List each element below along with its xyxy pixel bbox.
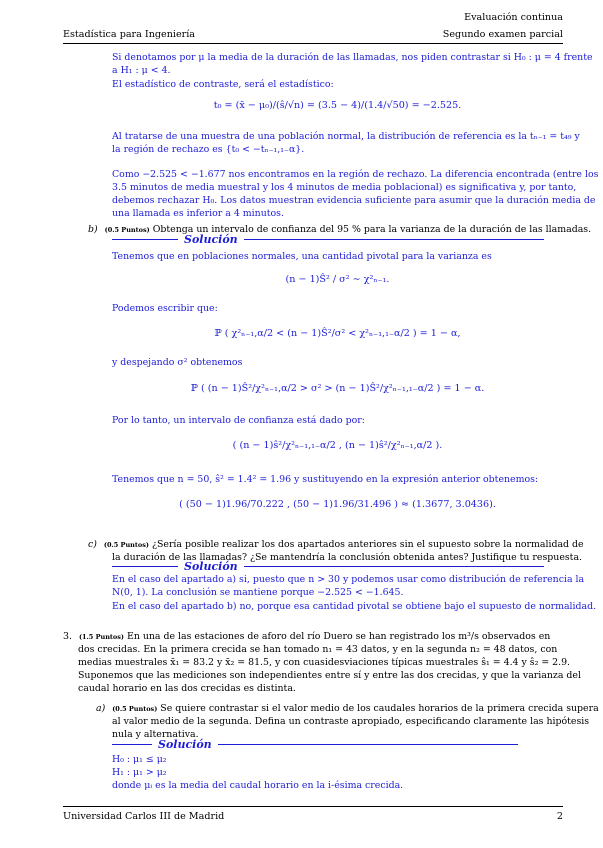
q3a-s-l2: H₁ : μ₁ > μ₂ (112, 767, 167, 778)
partc-label: c) (88, 539, 97, 550)
parta-p3-l1: Al tratarse de una muestra de una población normal, la distribución de referencia es la tₙ₋₁ = t₄₉ y (112, 131, 580, 142)
q3a-label: a) (96, 703, 106, 714)
q3a-text-l1: Se quiere contrastar si el valor medio de los caudales horarios de la primera crecida supera (160, 703, 599, 714)
q3-number: 3. (63, 631, 72, 642)
partb-eq2: ℙ ( χ²ₙ₋₁,α/2 < (n − 1)Ŝ²/σ² < χ²ₙ₋₁,₁₋α/2 ) = 1 − α, (214, 328, 461, 339)
q3-l5: caudal horario en las dos crecidas es distinta. (78, 683, 296, 694)
q3a-s-l3: donde μᵢ es la media del caudal horario en la i-ésima crecida. (112, 780, 404, 791)
q3-l4: Suponemos que las mediciones son independientes entre sí y entre las dos crecidas, y que la varianza del (78, 670, 581, 681)
partb-s1: Tenemos que en poblaciones normales, una cantidad pivotal para la varianza es (112, 251, 492, 262)
solution-label-q3: Solución (158, 738, 212, 751)
q3-l3: medias muestrales x̄₁ = 83.2 y x̄₂ = 81.5, y con cuasidesviaciones típicas muestrales ŝ₁ = 4.4 y ŝ₂ = 2.9. (78, 657, 571, 668)
partb-eq4: ( (n − 1)ŝ²/χ²ₙ₋₁,₁₋α/2 , (n − 1)ŝ²/χ²ₙ₋₁,α/2 ). (232, 440, 443, 451)
parta-p4-l2: 3.5 minutos de media muestral y los 4 minutos de media poblacional) es significativa y, por tanto, (112, 182, 577, 193)
partc-question-l2: la duración de las llamadas? ¿Se mantendría la conclusión obtenida antes? Justifique tu respuesta. (112, 552, 583, 563)
footer-rule (63, 806, 563, 807)
q3a-question-l2: al valor medio de la segunda. Defina un contraste apropiado, especificando claramente las hipótesis (112, 716, 590, 727)
solution-label: Solución (184, 233, 238, 246)
parta-p2: El estadístico de contraste, será el estadístico: (112, 79, 334, 90)
q3a-points: (0.5 Puntos) (112, 705, 158, 713)
partb-question-text: Obtenga un intervalo de confianza del 95 % para la varianza de la duración de las llamadas. (152, 224, 592, 235)
q3a-question-l3: nula y alternativa. (112, 729, 199, 740)
partb-s3: y despejando σ² obtenemos (112, 357, 243, 368)
parta-p1-l1: Si denotamos por μ la media de la duración de las llamadas, nos piden contrastar si H₀ : μ = 4 frente (112, 52, 593, 63)
partc-a2: En el caso del apartado b) no, porque esa cantidad pivotal se obtiene bajo el supuesto de normalidad. (112, 601, 597, 612)
solution-label-c: Solución (184, 560, 238, 573)
parta-p1-l2: a H₁ : μ < 4. (112, 65, 171, 76)
partb-s5: Tenemos que n = 50, ŝ² = 1.4² = 1.96 y sustituyendo en la expresión anterior obtenemos: (112, 474, 539, 485)
q3a-s-l1: H₀ : μ₁ ≤ μ₂ (112, 754, 167, 765)
partb-eq3: ℙ ( (n − 1)Ŝ²/χ²ₙ₋₁,α/2 > σ² > (n − 1)Ŝ²/χ²ₙ₋₁,₁₋α/2 ) = 1 − α. (190, 383, 485, 394)
partb-eq5: ( (50 − 1)1.96/70.222 , (50 − 1)1.96/31.496 ) ≈ (1.3677, 3.0436). (179, 499, 496, 510)
parta-p4-l4: una llamada es inferior a 4 minutos. (112, 208, 284, 219)
header-top-right: Evaluación continua (464, 12, 563, 23)
partb-s4: Por lo tanto, un intervalo de confianza está dado por: (112, 415, 365, 426)
page-number: 2 (556, 811, 563, 822)
partc-a1-l1: En el caso del apartado a) si, puesto que n > 30 y podemos usar como distribución de referencia la (112, 574, 585, 585)
q3a-solution-heading (112, 738, 518, 751)
partb-label: b) (88, 224, 98, 235)
header-rule (63, 43, 563, 44)
partb-eq1: (n − 1)Ŝ² / σ² ∼ χ²ₙ₋₁. (285, 274, 390, 285)
partc-question-text-l1: ¿Sería posible realizar los dos apartados anteriores sin el supuesto sobre la normalidad de (151, 539, 584, 550)
parta-p4-l1: Como −2.525 < −1.677 nos encontramos en la región de rechazo. La diferencia encontrada (entre los (112, 169, 599, 180)
footer-left: Universidad Carlos III de Madrid (63, 811, 225, 822)
header-left: Estadística para Ingeniería (63, 29, 196, 40)
partc-points: (0.5 Puntos) (103, 541, 149, 549)
q3-l2: dos crecidas. En la primera crecida se han tomado n₁ = 43 datos, y en la segunda n₂ = 48 datos, con (78, 644, 558, 655)
q3-text-l1: En una de las estaciones de aforo del río Duero se han registrado los m³/s observados en (126, 631, 551, 642)
partb-points: (0.5 Puntos) (104, 226, 150, 234)
q3-points: (1.5 Puntos) (78, 633, 124, 641)
header-right: Segundo examen parcial (442, 29, 563, 40)
parta-p4-l3: debemos rechazar H₀. Los datos muestran evidencia suficiente para asumir que la duración media de (112, 195, 596, 206)
parta-p3-l2: la región de rechazo es {t₀ < −tₙ₋₁,₁₋α}. (112, 144, 305, 155)
parta-eq1: t₀ = (x̄ − μ₀)/(ŝ/√n) = (3.5 − 4)/(1.4/√50) = −2.525. (213, 100, 462, 111)
partc-solution-heading (112, 560, 544, 573)
partc-a1-l2: N(0, 1). La conclusión se mantiene porque −2.525 < −1.645. (112, 587, 404, 598)
partb-solution-heading (112, 233, 544, 246)
partb-s2: Podemos escribir que: (112, 303, 218, 314)
